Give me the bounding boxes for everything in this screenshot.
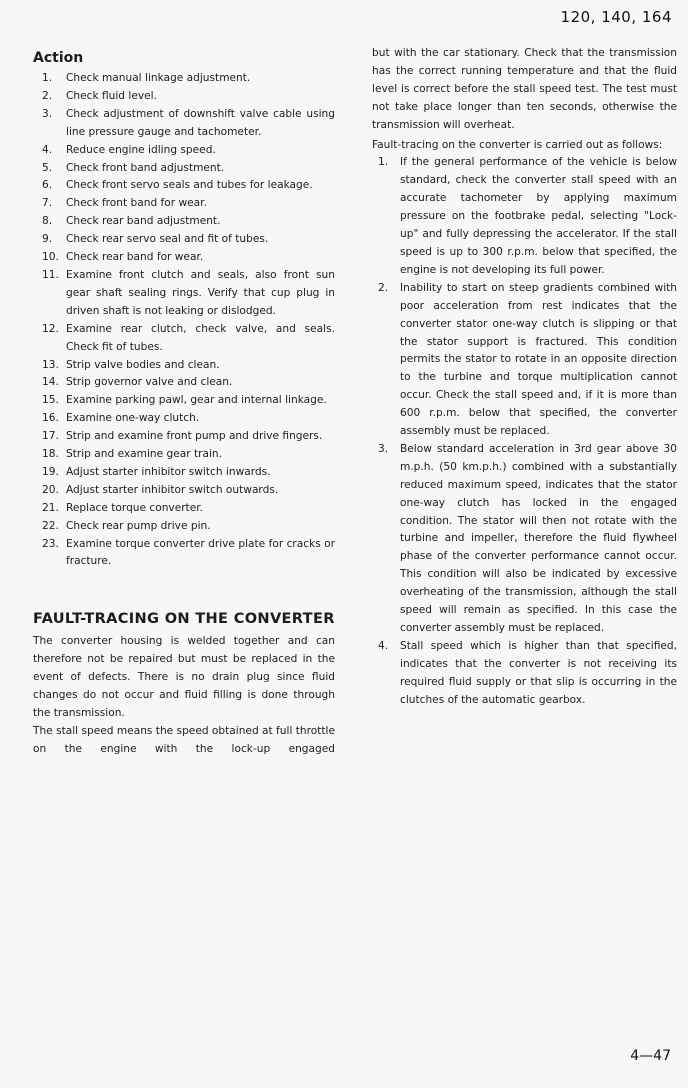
action-item-text: Strip and examine gear train. bbox=[66, 448, 223, 461]
action-item-number: 19. bbox=[42, 465, 59, 478]
action-item-number: 18. bbox=[42, 448, 59, 461]
action-item-text: Check rear band for wear. bbox=[66, 251, 204, 264]
action-item bbox=[33, 106, 335, 142]
action-item bbox=[33, 428, 335, 446]
action-item-number: 15. bbox=[42, 394, 59, 407]
action-item-text: Check fluid level. bbox=[66, 89, 157, 102]
action-item-number: 23. bbox=[42, 537, 59, 550]
action-item bbox=[33, 321, 335, 357]
action-item bbox=[33, 446, 335, 464]
action-item bbox=[33, 410, 335, 428]
action-item-text: Check front band for wear. bbox=[66, 197, 207, 210]
fault-step-item bbox=[372, 280, 677, 441]
fault-step-list bbox=[372, 154, 677, 709]
action-item-number: 3. bbox=[42, 107, 53, 120]
action-item-text: Check rear servo seal and fit of tubes. bbox=[66, 233, 269, 246]
action-item-text: Check rear pump drive pin. bbox=[66, 519, 211, 532]
fault-step-item bbox=[372, 441, 677, 638]
action-item bbox=[33, 249, 335, 267]
action-item-text: Replace torque converter. bbox=[66, 501, 203, 514]
action-item-number: 2. bbox=[42, 89, 53, 102]
action-item-number: 11. bbox=[42, 268, 59, 281]
action-heading: Action bbox=[33, 50, 84, 66]
fault-step-text: Below standard acceleration in 3rd gear above 30 m.p.h. (50 km.p.h.) combined with a substantially reduced maximum speed, indicates that the stator one-way clutch has locked in the engaged condition. The stator will then not rotate with the turbine and impeller, therefore the fluid flywheel phase of the converter performance cannot occur. This condition will also be indicated by excessive overheating of the transmission, although the stall speed will remain as specified. In this case the converter assembly must be replaced. bbox=[400, 442, 677, 634]
action-item-number: 17. bbox=[42, 430, 59, 443]
action-item bbox=[33, 392, 335, 410]
action-item bbox=[33, 231, 335, 249]
fault-step-number: 4. bbox=[378, 639, 389, 652]
action-item-text: Check front band adjustment. bbox=[66, 161, 225, 174]
action-item-number: 5. bbox=[42, 161, 53, 174]
action-item-number: 16. bbox=[42, 412, 59, 425]
action-item-number: 1. bbox=[42, 72, 53, 84]
action-item-number: 20. bbox=[42, 483, 59, 496]
action-item-number: 10. bbox=[42, 251, 59, 264]
fault-step-number: 1. bbox=[378, 156, 389, 169]
paragraph-stall-speed-continued: but with the car stationary. Check that the transmission has the correct running temperature and that the fluid level is correct before the stall speed test. The test must not take place longer than ten seconds, otherwise the transmission will overheat. bbox=[372, 47, 677, 131]
action-item-number: 6. bbox=[42, 179, 53, 192]
action-item bbox=[33, 213, 335, 231]
action-item-text: Adjust starter inhibitor switch outwards. bbox=[66, 483, 279, 496]
action-item-text: Strip governor valve and clean. bbox=[66, 376, 233, 389]
paragraph-stall-speed-start: The stall speed means the speed obtained at full throttle on the engine with the lock-up engaged bbox=[33, 724, 335, 755]
fault-step-number: 3. bbox=[378, 442, 389, 455]
action-item-text: Examine one-way clutch. bbox=[66, 412, 200, 425]
action-item-number: 14. bbox=[42, 376, 59, 389]
action-item bbox=[33, 160, 335, 178]
action-list bbox=[33, 70, 335, 571]
paragraph-converter-housing: The converter housing is welded together and can therefore not be repaired but must be replaced in the event of defects. There is no drain plug since fluid changes do not occur and fluid filling is done through the transmission. bbox=[33, 635, 335, 719]
action-item-text: Examine torque converter drive plate for cracks or fracture. bbox=[66, 537, 335, 568]
action-item bbox=[33, 357, 335, 375]
action-item-number: 12. bbox=[42, 322, 59, 335]
action-item-number: 9. bbox=[42, 233, 53, 246]
action-item bbox=[33, 518, 335, 536]
action-item-number: 8. bbox=[42, 215, 53, 228]
fault-step-item bbox=[372, 638, 677, 710]
page-number: 4—47 bbox=[630, 1048, 671, 1064]
fault-step-text: Inability to start on steep gradients combined with poor acceleration from rest indicates that the converter stator one-way clutch is slipping or that the stator support is fractured. This condition permits the stator to rotate in an opposite direction to the turbine and torque multiplication cannot occur. Check the stall speed and, if it is more than 600 r.p.m. below that specified, the converter assembly must be replaced. bbox=[400, 281, 677, 438]
action-item-number: 22. bbox=[42, 519, 59, 532]
action-item-text: Check manual linkage adjustment. bbox=[66, 72, 251, 84]
fault-step-text: Stall speed which is higher than that specified, indicates that the converter is not receiving its required fluid supply or that slip is occurring in the clutches of the automatic gearbox. bbox=[400, 639, 677, 706]
action-item-text: Adjust starter inhibitor switch inwards. bbox=[66, 465, 271, 478]
action-item bbox=[33, 374, 335, 392]
action-item-text: Check adjustment of downshift valve cable using line pressure gauge and tachometer. bbox=[66, 107, 335, 138]
action-item-number: 21. bbox=[42, 501, 59, 514]
fault-step-text: If the general performance of the vehicle is below standard, check the converter stall speed with an accurate tachometer by applying maximum pressure on the footbrake pedal, selecting "Lock-up" and fully depressing the accelerator. If the stall speed is up to 300 r.p.m. below that specified, the engine is not developing its full power. bbox=[400, 156, 677, 276]
action-item bbox=[33, 88, 335, 106]
action-item-text: Check rear band adjustment. bbox=[66, 215, 221, 228]
action-item-number: 4. bbox=[42, 143, 53, 156]
action-item bbox=[33, 500, 335, 518]
action-item-number: 13. bbox=[42, 358, 59, 371]
model-numbers-header: 120, 140, 164 bbox=[560, 8, 672, 26]
action-item-text: Reduce engine idling speed. bbox=[66, 143, 216, 156]
fault-step-number: 2. bbox=[378, 281, 389, 294]
action-item bbox=[33, 464, 335, 482]
action-item bbox=[33, 267, 335, 321]
action-item-text: Strip valve bodies and clean. bbox=[66, 358, 220, 371]
paragraph-fault-tracing-intro: Fault-tracing on the converter is carried out as follows: bbox=[372, 138, 663, 151]
action-item bbox=[33, 195, 335, 213]
action-item-text: Strip and examine front pump and drive fingers. bbox=[66, 430, 323, 443]
fault-step-item bbox=[372, 154, 677, 279]
action-item-text: Examine front clutch and seals, also front sun gear shaft sealing rings. Verify that cup plug in driven shaft is not leaking or dislodged. bbox=[66, 268, 335, 317]
action-item bbox=[33, 482, 335, 500]
action-item bbox=[33, 536, 335, 572]
action-item-text: Examine rear clutch, check valve, and seals. Check fit of tubes. bbox=[66, 322, 335, 353]
action-item-text: Check front servo seals and tubes for leakage. bbox=[66, 179, 313, 192]
action-item bbox=[33, 70, 335, 88]
fault-tracing-heading: FAULT-TRACING ON THE CONVERTER bbox=[33, 610, 335, 628]
action-item-text: Examine parking pawl, gear and internal linkage. bbox=[66, 394, 327, 407]
right-column bbox=[372, 45, 677, 710]
action-item bbox=[33, 142, 335, 160]
action-item-number: 7. bbox=[42, 197, 53, 210]
action-item bbox=[33, 177, 335, 195]
left-column bbox=[33, 48, 335, 759]
